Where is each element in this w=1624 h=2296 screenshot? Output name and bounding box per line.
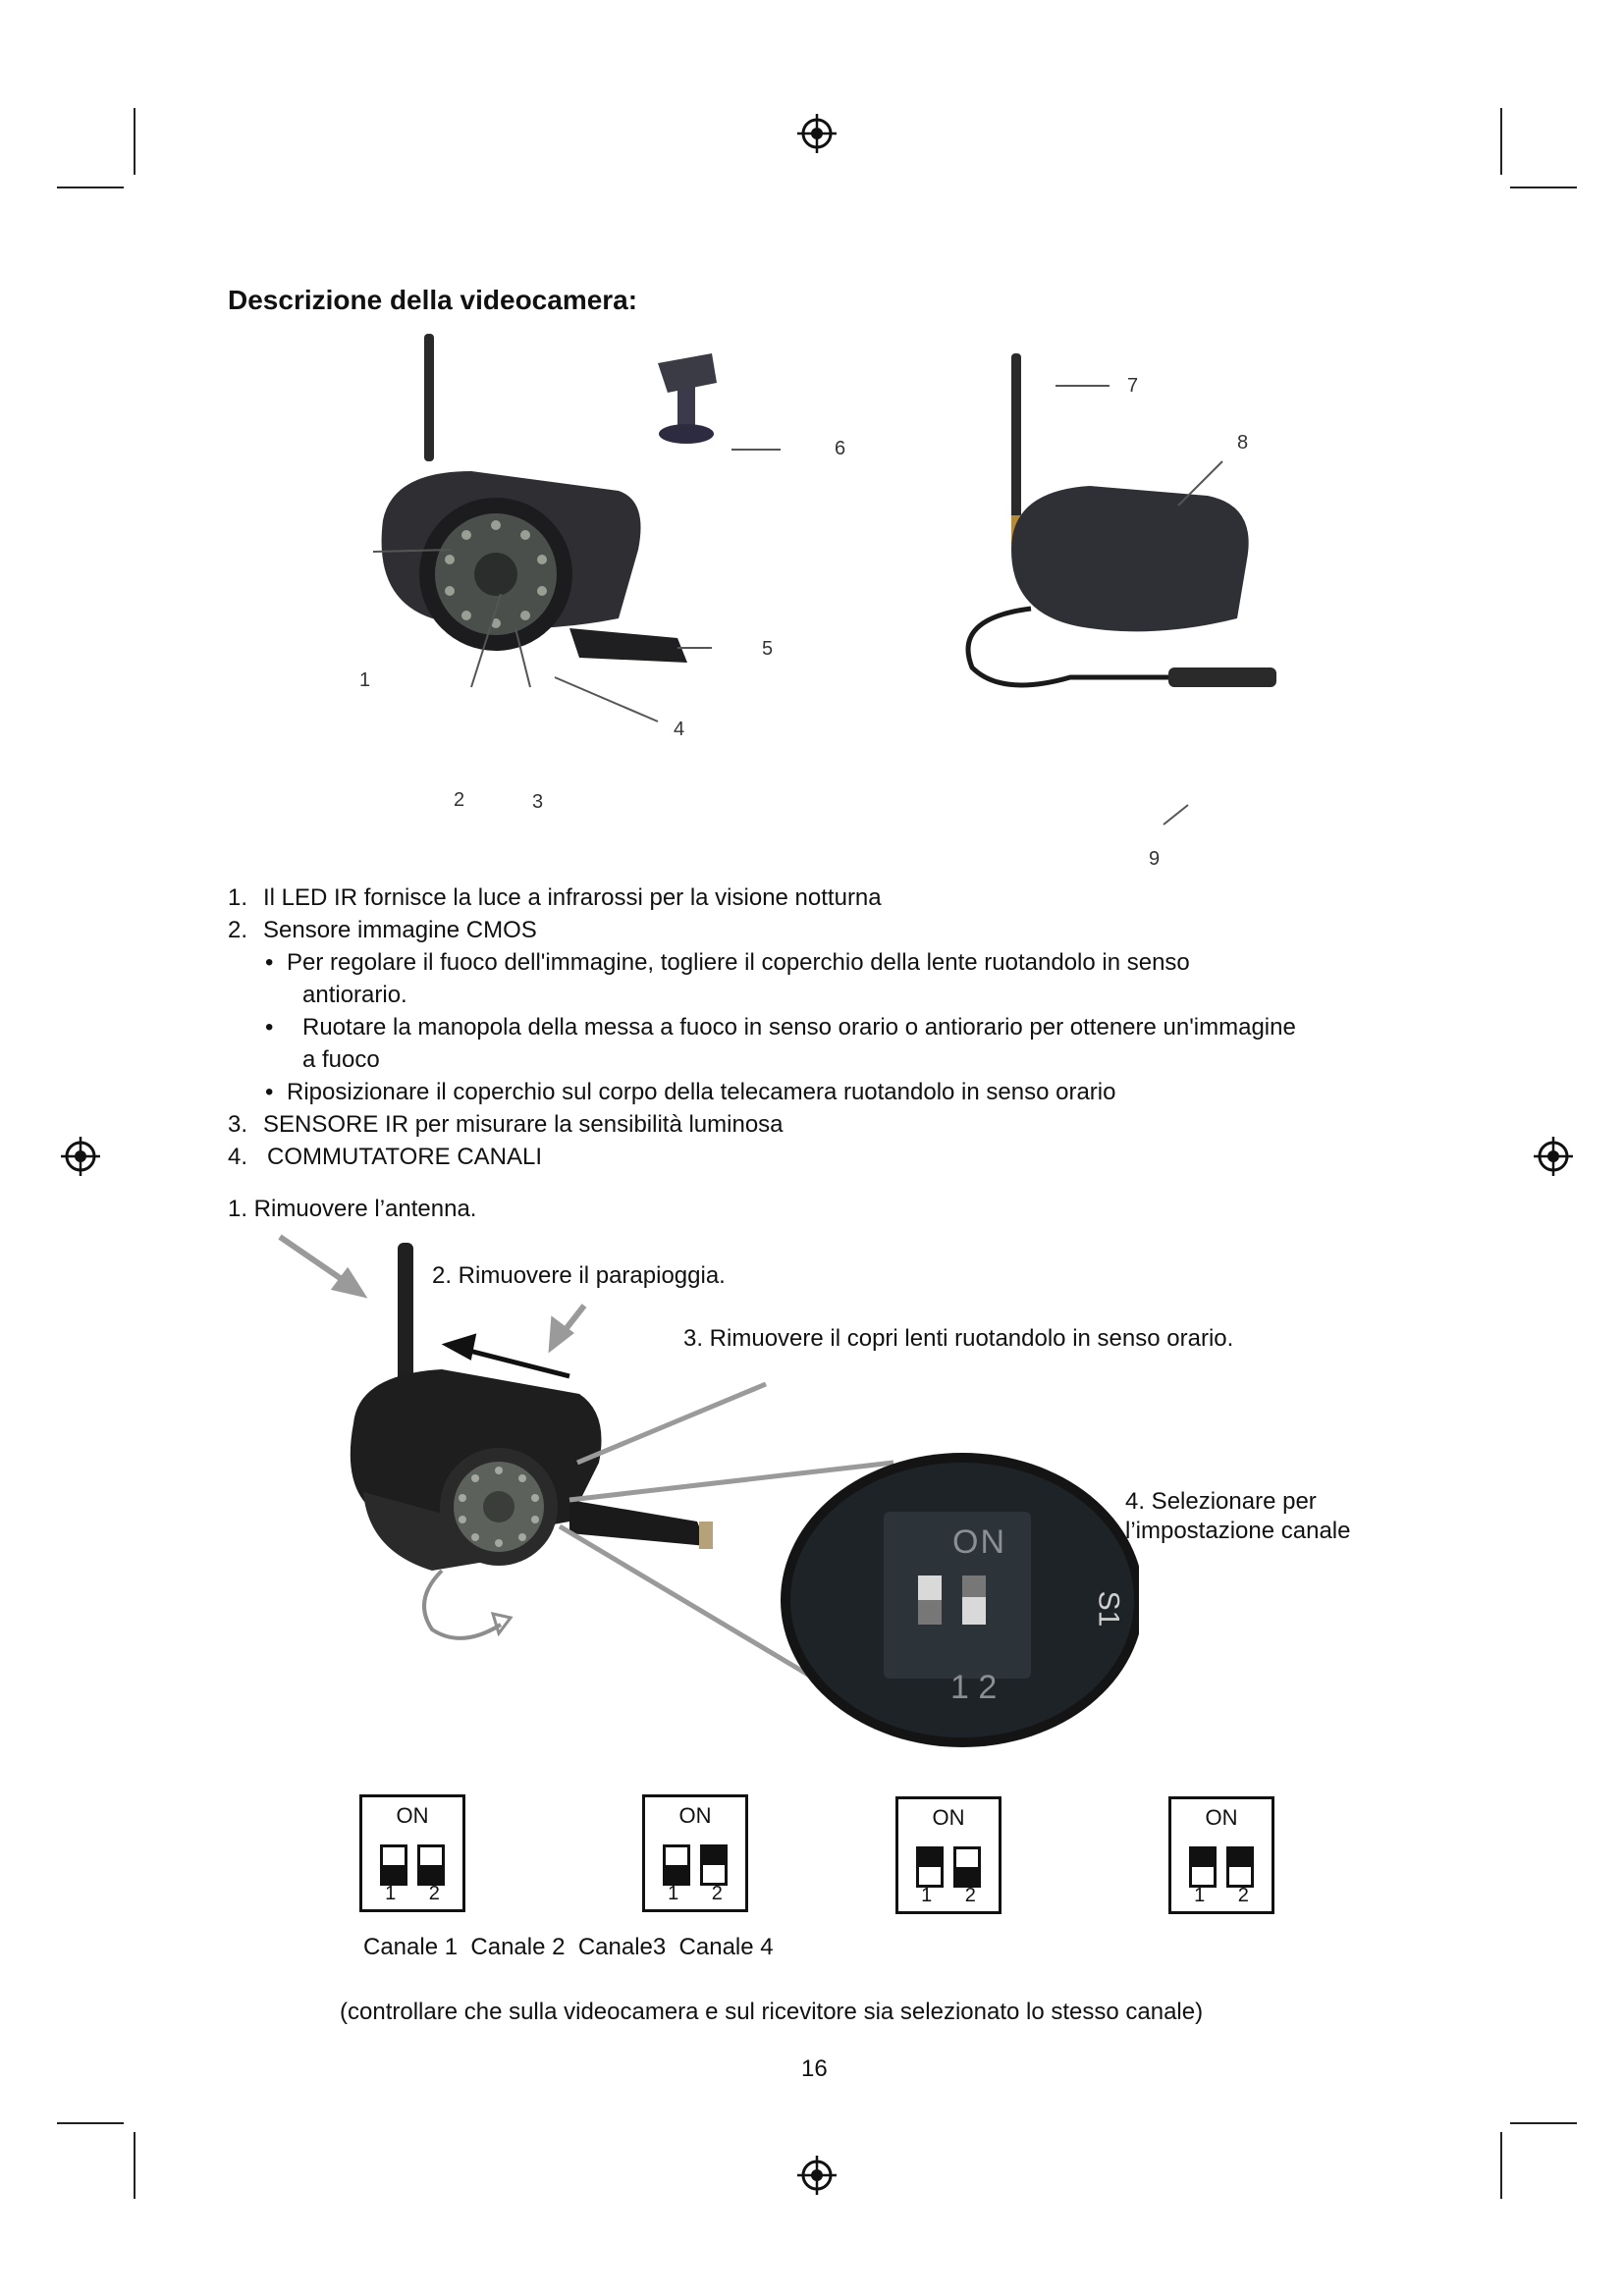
dip-on-label: ON <box>1205 1805 1238 1830</box>
step-4-label-line1: 4. Selezionare per <box>1125 1488 1317 1515</box>
crop-mark-bottom-left-h <box>57 2122 124 2124</box>
crop-mark-top-left-h <box>57 187 124 188</box>
dip-switch-1 <box>663 1844 690 1886</box>
callout-7: 7 <box>1127 375 1139 397</box>
dip-numbers: 1 2 <box>1194 1885 1263 1906</box>
registration-mark-right-icon <box>1532 1135 1575 1178</box>
page-heading: Descrizione della videocamera: <box>228 285 638 315</box>
channel-note: (controllare che sulla videocamera e sul ricevitore sia selezionato lo stesso canale) <box>340 1999 1204 2025</box>
callout-9: 9 <box>1149 848 1161 870</box>
assembly-steps-figure <box>275 1227 1139 1767</box>
switch-lever <box>420 1865 442 1883</box>
switch-lever <box>703 1847 725 1865</box>
crop-mark-top-right-v <box>1500 108 1502 175</box>
parts-list <box>228 881 1406 1173</box>
page-number: 16 <box>801 2056 828 2082</box>
registration-mark-bottom-icon <box>795 2154 839 2197</box>
zoom-switch-on-label: ON <box>952 1523 1006 1561</box>
callout-5: 5 <box>762 638 774 660</box>
list-item: • Per regolare il fuoco dell'immagine, togliere il coperchio della lente ruotandolo in senso <box>265 949 1190 976</box>
callout-4: 4 <box>674 719 685 740</box>
list-item: 4. COMMUTATORE CANALI <box>228 1144 543 1170</box>
zoom-switch-numbers: 1 2 <box>950 1669 998 1706</box>
front-camera-illustration <box>382 334 687 663</box>
dip-switch-1 <box>916 1846 944 1888</box>
registration-mark-left-icon <box>59 1135 102 1178</box>
mounting-bracket-illustration <box>658 353 717 444</box>
list-item: a fuoco <box>302 1046 380 1073</box>
switch-lever <box>666 1865 687 1883</box>
switch-lever <box>1192 1849 1214 1867</box>
step-3-label: 3. Rimuovere il copri lenti ruotandolo in senso orario. <box>683 1325 1234 1352</box>
callout-8: 8 <box>1237 432 1249 454</box>
registration-mark-top-icon <box>795 112 839 155</box>
crop-mark-bottom-right-v <box>1500 2132 1502 2199</box>
dip-switch-channel-4 <box>1168 1796 1274 1914</box>
dip-on-label: ON <box>678 1803 712 1828</box>
dip-switch-2 <box>1226 1846 1254 1888</box>
callout-2: 2 <box>454 789 465 811</box>
step-4-label-line2: l’impostazione canale <box>1125 1518 1351 1544</box>
crop-mark-bottom-right-h <box>1510 2122 1577 2124</box>
crop-mark-top-left-v <box>134 108 135 175</box>
list-item: 3. SENSORE IR per misurare la sensibilità luminosa <box>228 1111 784 1138</box>
list-item: • Riposizionare il coperchio sul corpo della telecamera ruotandolo in senso orario <box>265 1079 1116 1105</box>
step-2-label: 2. Rimuovere il parapioggia. <box>432 1262 726 1289</box>
dip-switch-channel-3 <box>895 1796 1001 1914</box>
callout-6: 6 <box>835 438 846 459</box>
dip-numbers: 1 2 <box>668 1883 736 1904</box>
list-item: • Ruotare la manopola della messa a fuoco in senso orario o antiorario per ottenere un'immagine <box>265 1014 1296 1041</box>
dip-switch-channel-1 <box>359 1794 465 1912</box>
step-1-label: 1. Rimuovere l’antenna. <box>228 1196 477 1222</box>
camera-description-figure <box>324 324 1306 883</box>
dip-switch-1 <box>380 1844 407 1886</box>
list-item: 1. Il LED IR fornisce la luce a infrarossi per la visione notturna <box>228 884 882 911</box>
dip-on-label: ON <box>396 1803 429 1828</box>
rear-camera-illustration <box>968 353 1276 687</box>
dip-numbers: 1 2 <box>385 1883 454 1904</box>
list-item: antiorario. <box>302 982 407 1008</box>
list-item: 2. Sensore immagine CMOS <box>228 917 537 943</box>
dip-switch-2 <box>700 1844 728 1886</box>
dip-switch-channel-2 <box>642 1794 748 1912</box>
zoom-switch-side-text: S1 <box>1092 1590 1125 1628</box>
callout-3: 3 <box>532 791 544 813</box>
crop-mark-bottom-left-v <box>134 2132 135 2199</box>
dip-numbers: 1 2 <box>921 1885 990 1906</box>
switch-lever <box>919 1849 941 1867</box>
switch-lever <box>1229 1849 1251 1867</box>
switch-lever <box>956 1867 978 1885</box>
dip-switch-2 <box>953 1846 981 1888</box>
dip-switch-2 <box>417 1844 445 1886</box>
channel-labels: Canale 1 Canale 2 Canale3 Canale 4 <box>363 1934 774 1960</box>
dip-on-label: ON <box>932 1805 965 1830</box>
dip-switch-1 <box>1189 1846 1217 1888</box>
crop-mark-top-right-h <box>1510 187 1577 188</box>
switch-lever <box>383 1865 405 1883</box>
callout-1: 1 <box>359 669 371 691</box>
